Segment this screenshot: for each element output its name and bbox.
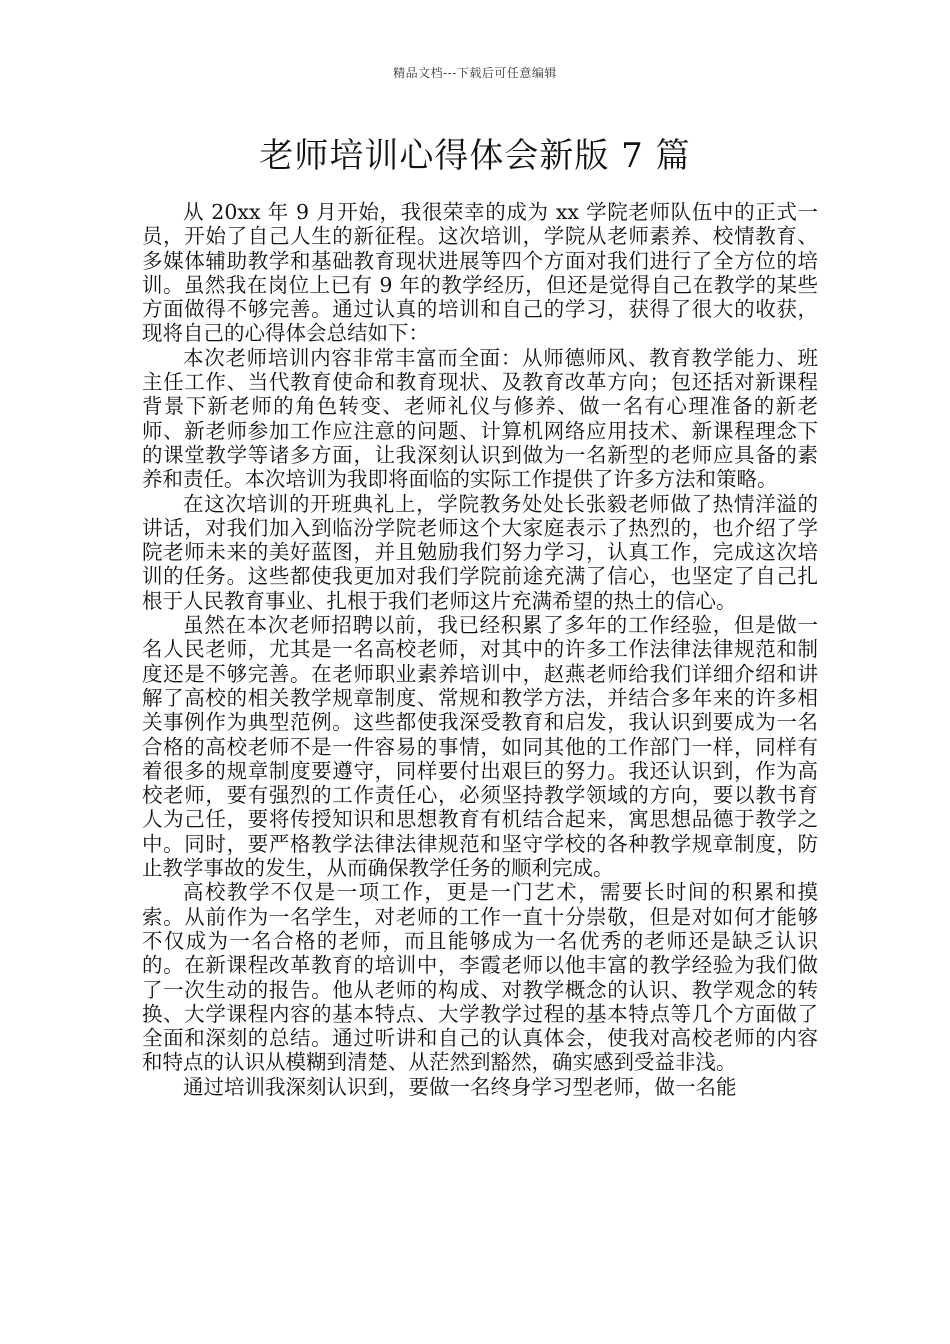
paragraph: 从 20xx 年 9 月开始，我很荣幸的成为 xx 学院老师队伍中的正式一员，开始了自己人生的新征程。这次培训，学院从老师素养、校情教育、多媒体辅助教学和基础教育现状进展等四个方面对我们进行了全方位的培训。虽然我在岗位上已有 9 年的教学经历，但还是觉得自己在教学的某些方面做得不够完善。通过认真的培训和自己的学习，获得了很大的收获，现将自己的心得体会总结如下： bbox=[142, 200, 818, 346]
paragraph: 通过培训我深刻认识到，要做一名终身学习型老师，做一名能 bbox=[183, 1074, 737, 1099]
paragraph: 高校教学不仅是一项工作，更是一门艺术，需要长时间的积累和摸索。从前作为一名学生，对老师的工作一直十分崇敬，但是对如何才能够不仅成为一名合格的老师，而且能够成为一名优秀的老师还是缺乏认识的。在新课程改革教育的培训中，李霞老师以他丰富的教学经验为我们做了一次生动的报告。他从老师的构成、对教学概念的认识、教学观念的转换、大学课程内容的基本特点、大学教学过程的基本特点等几个方面做了全面和深刻的总结。通过听讲和自己的认真体会，使我对高校老师的内容和特点的认识从模糊到清楚、从茫然到豁然，确实感到受益非浅。 bbox=[142, 880, 818, 1075]
paragraph: 在这次培训的开班典礼上，学院教务处处长张毅老师做了热情洋溢的讲话，对我们加入到临汾学院老师这个大家庭表示了热烈的，也介绍了学院老师未来的美好蓝图，并且勉励我们努力学习，认真工作，完成这次培训的任务。这些都使我更加对我们学院前途充满了信心，也坚定了自己扎根于人民教育事业、扎根于我们老师这片充满希望的热土的信心。 bbox=[142, 491, 818, 613]
document-body bbox=[142, 200, 818, 1099]
paragraph: 虽然在本次老师招聘以前，我已经积累了多年的工作经验，但是做一名人民老师，尤其是一名高校老师，对其中的许多工作法律法律规范和制度还是不够完善。在老师职业素养培训中，赵燕老师给我们详细介绍和讲解了高校的相关教学规章制度、常规和教学方法，并结合多年来的许多相关事例作为典型范例。这些都使我深受教育和启发，我认识到要成为一名合格的高校老师不是一件容易的事情，如同其他的工作部门一样，同样有着很多的规章制度要遵守，同样要付出艰巨的努力。我还认识到，作为高校老师，要有强烈的工作责任心，必须坚持教学领域的方向，要以教书育人为己任，要将传授知识和思想教育有机结合起来，寓思想品德于教学之中。同时，要严格教学法律法律规范和坚守学校的各种教学规章制度，防止教学事故的发生，从而确保教学任务的顺利完成。 bbox=[142, 613, 818, 881]
document-title: 老师培训心得体会新版 7 篇 bbox=[259, 136, 691, 176]
paragraph: 本次老师培训内容非常丰富而全面：从师德师风、教育教学能力、班主任工作、当代教育使命和教育现状、及教育改革方向；包还括对新课程背景下新老师的角色转变、老师礼仪与修养、做一名有心理准备的新老师、新老师参加工作应注意的问题、计算机网络应用技术、新课程理念下的课堂教学等诸多方面，让我深刻认识到做为一名新型的老师应具备的素养和责任。本次培训为我即将面临的实际工作提供了许多方法和策略。 bbox=[142, 345, 818, 492]
header-note: 精品文档---下载后可任意编辑 bbox=[393, 66, 557, 80]
